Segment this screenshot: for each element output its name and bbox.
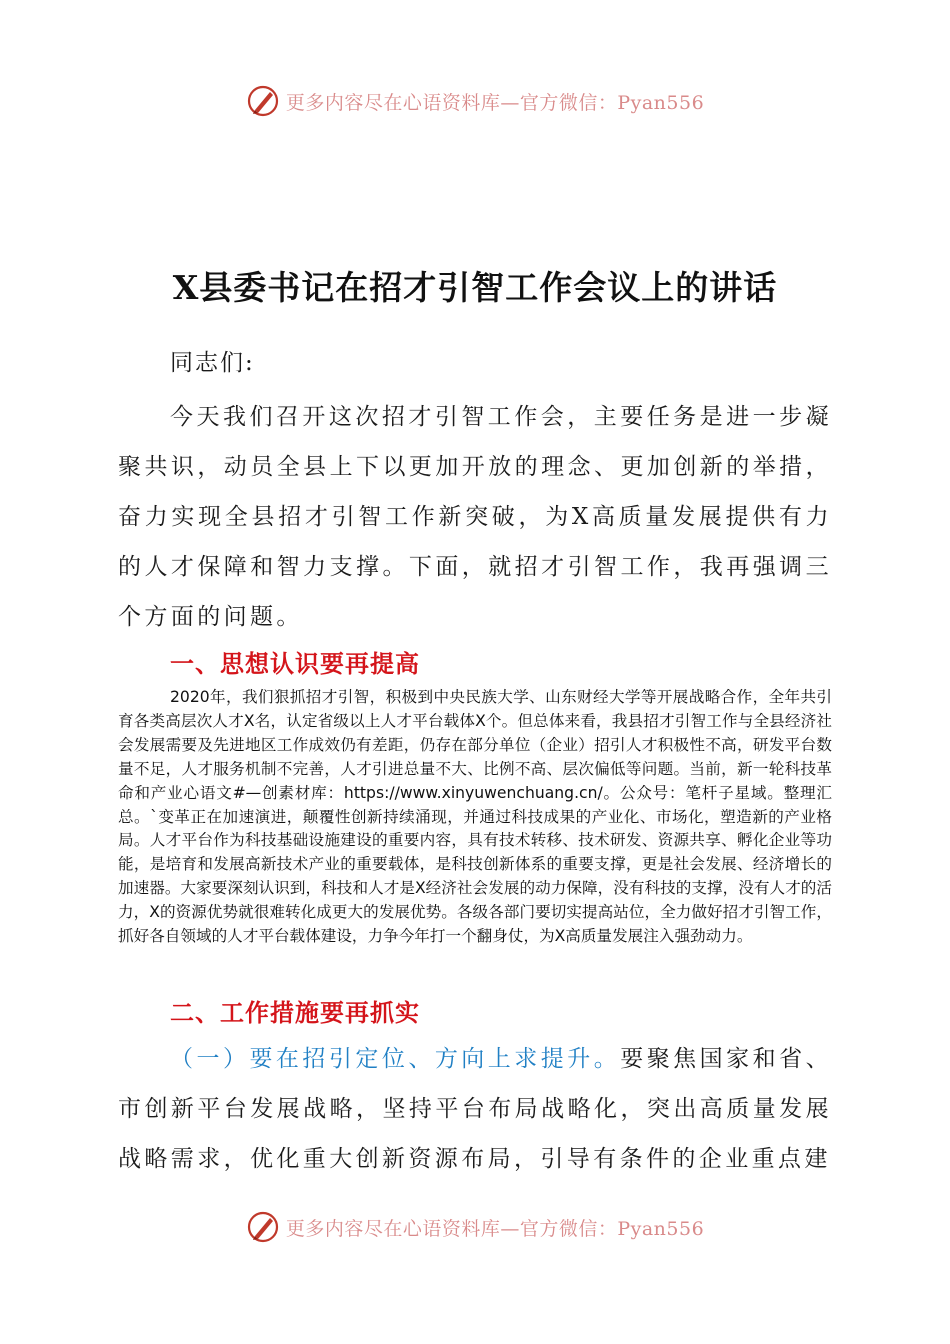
header-watermark: [0, 84, 950, 118]
subsection-lead: （一）要在招引定位、方向上求提升。: [170, 1046, 621, 1072]
document-title: X县委书记在招才引智工作会议上的讲话: [172, 268, 778, 307]
section1-paragraph: 2020年，我们狠抓招才引智，积极到中央民族大学、山东财经大学等开展战略合作，全年共引育各类高层次人才X名，认定省级以上人才平台载体X个。但总体来看，我县招才引智工作与全县经济社会发展需要及先进地区工作成效仍有差距，仍存在部分单位（企业）招引人才积极性不高，研发平台数量不足，人才服务机制不完善，人才引进总量不大、比例不高、层次偏低等问题。当前，新一轮科技革命和产业心语文#—创素材库：https://www.xinyuwenchuang.cn/。公众号：笔杆子星域。整理汇总。`变革正在加速演进，颠覆性创新持续涌现，并通过科技成果的产业化、市场化，塑造新的产业格局。人才平台作为科技基础设施建设的重要内容，具有技术转移、技术研发、资源共享、孵化企业等功能，是培育和发展高新技术产业的重要载体，是科技创新体系的重要支撑，更是社会发展、经济增长的加速器。大家要深刻认识到，科技和人才是X经济社会发展的动力保障，没有科技的支撑，没有人才的活力，X的资源优势就很难转化成更大的发展优势。各级各部门要切实提高站位，全力做好招才引智工作，抓好各自领域的人才平台载体建设，力争今年打一个翻身仗，为X高质量发展注入强劲动力。: [118, 688, 832, 946]
subsection-body: 要聚焦国家和省、市创新平台发展战略，坚持平台布局战略化，突出高质量发展战略需求，优化重大创新资源布局，引导有条件的企业重点建: [118, 1046, 832, 1172]
pen-logo-icon: [246, 84, 280, 118]
footer-watermark: [0, 1210, 950, 1244]
watermark-text: 更多内容尽在心语资料库—官方微信：Pyan556: [285, 91, 705, 114]
pen-logo-icon: [246, 1210, 280, 1244]
watermark-text: 更多内容尽在心语资料库—官方微信：Pyan556: [285, 1217, 705, 1240]
intro-paragraph: 今天我们召开这次招才引智工作会，主要任务是进一步凝聚共识，动员全县上下以更加开放的理念、更加创新的举措，奋力实现全县招才引智工作新突破，为X高质量发展提供有力的人才保障和智力支撑。下面，就招才引智工作，我再强调三个方面的问题。: [118, 404, 832, 630]
section-heading-1: 一、思想认识要再提高: [170, 650, 420, 678]
section2-paragraph: [118, 1034, 832, 1184]
salutation: 同志们:: [170, 350, 255, 376]
section-heading-2: 二、工作措施要再抓实: [170, 999, 420, 1027]
